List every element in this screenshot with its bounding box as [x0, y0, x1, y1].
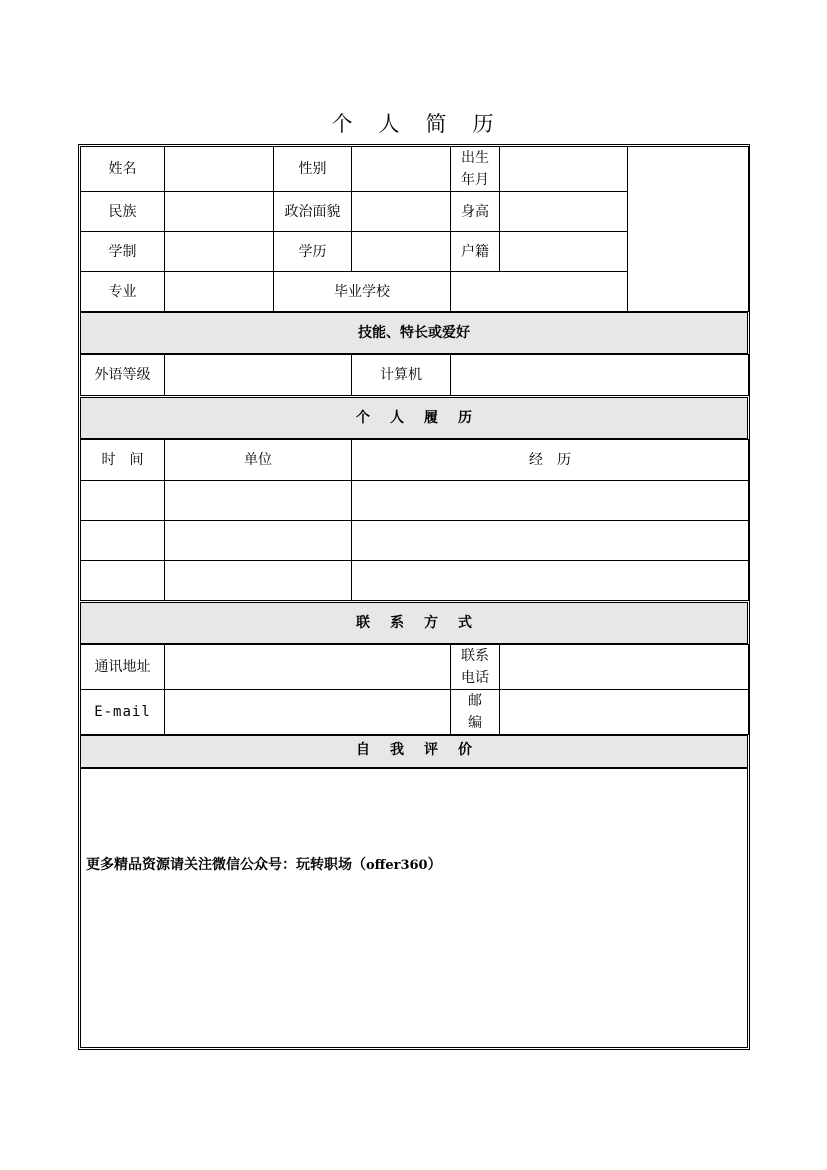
title-char: 个	[331, 112, 355, 136]
col-header-unit: 单位	[165, 440, 352, 481]
field-experience[interactable]	[352, 521, 749, 561]
skills-table	[80, 354, 749, 396]
contact-header-char: 联	[356, 615, 370, 631]
evaluation-header-char: 评	[424, 742, 438, 758]
title-char: 简	[425, 112, 449, 136]
field-hukou[interactable]	[500, 232, 628, 272]
history-header-char: 个	[356, 410, 370, 426]
label-height: 身高	[451, 192, 500, 232]
col-header-time: 时 间	[81, 440, 165, 481]
field-experience[interactable]	[352, 561, 749, 601]
field-name[interactable]	[165, 147, 274, 192]
history-header-char: 历	[458, 410, 472, 426]
field-email[interactable]	[165, 690, 451, 735]
label-schooling: 学制	[81, 232, 165, 272]
field-gender[interactable]	[352, 147, 451, 192]
label-zip	[451, 690, 500, 735]
history-header-char: 履	[424, 410, 438, 426]
field-education[interactable]	[352, 232, 451, 272]
history-header	[80, 397, 748, 439]
table-row	[81, 521, 749, 561]
basic-info-table	[80, 146, 749, 312]
table-row	[81, 481, 749, 521]
contact-header-char: 式	[458, 615, 472, 631]
evaluation-header-char: 我	[390, 742, 404, 758]
title-char: 人	[378, 112, 402, 136]
history-table	[80, 439, 749, 601]
skills-header: 技能、特长或爱好	[80, 312, 748, 354]
field-zip[interactable]	[500, 690, 749, 735]
label-phone-1: 联系	[461, 648, 489, 664]
label-birth-1: 出生	[461, 150, 489, 166]
evaluation-header-char: 价	[458, 742, 472, 758]
label-computer: 计算机	[352, 355, 451, 396]
label-birth	[451, 147, 500, 192]
history-header-char: 人	[390, 410, 404, 426]
title-char: 历	[472, 112, 496, 136]
contact-table	[80, 644, 749, 735]
field-time[interactable]	[81, 561, 165, 601]
field-height[interactable]	[500, 192, 628, 232]
label-zip-1: 邮	[468, 693, 482, 709]
field-school[interactable]	[451, 272, 628, 312]
field-time[interactable]	[81, 481, 165, 521]
contact-header-char: 方	[424, 615, 438, 631]
label-hukou: 户籍	[451, 232, 500, 272]
evaluation-box[interactable]	[80, 768, 748, 1048]
field-unit[interactable]	[165, 561, 352, 601]
col-header-experience: 经 历	[352, 440, 749, 481]
field-experience[interactable]	[352, 481, 749, 521]
photo-box[interactable]	[628, 147, 749, 312]
field-address[interactable]	[165, 645, 451, 690]
field-time[interactable]	[81, 521, 165, 561]
evaluation-header-char: 自	[356, 742, 370, 758]
evaluation-header	[80, 735, 748, 768]
field-major[interactable]	[165, 272, 274, 312]
promo-close: ）	[427, 857, 442, 873]
label-zip-2: 编	[468, 715, 482, 731]
field-ethnicity[interactable]	[165, 192, 274, 232]
label-name: 姓名	[81, 147, 165, 192]
field-language-level[interactable]	[165, 355, 352, 396]
field-birth[interactable]	[500, 147, 628, 192]
label-birth-2: 年月	[461, 172, 489, 188]
field-politics[interactable]	[352, 192, 451, 232]
resume-title	[0, 108, 827, 138]
label-gender: 性别	[274, 147, 352, 192]
table-row	[81, 561, 749, 601]
label-politics: 政治面貌	[274, 192, 352, 232]
label-education: 学历	[274, 232, 352, 272]
promo-text	[86, 854, 442, 874]
field-unit[interactable]	[165, 521, 352, 561]
label-ethnicity: 民族	[81, 192, 165, 232]
field-phone[interactable]	[500, 645, 749, 690]
contact-header	[80, 602, 748, 644]
label-address: 通讯地址	[81, 645, 165, 690]
label-phone-2: 电话	[461, 670, 489, 686]
label-email: E-mail	[81, 690, 165, 735]
resume-form	[80, 146, 748, 1048]
label-language-level: 外语等级	[81, 355, 165, 396]
contact-header-char: 系	[390, 615, 404, 631]
field-schooling[interactable]	[165, 232, 274, 272]
promo-handle: offer360	[366, 858, 428, 873]
label-phone	[451, 645, 500, 690]
promo-main: 更多精品资源请关注微信公众号：玩转职场（	[86, 857, 366, 873]
label-major: 专业	[81, 272, 165, 312]
field-computer[interactable]	[451, 355, 749, 396]
field-unit[interactable]	[165, 481, 352, 521]
label-school: 毕业学校	[274, 272, 451, 312]
